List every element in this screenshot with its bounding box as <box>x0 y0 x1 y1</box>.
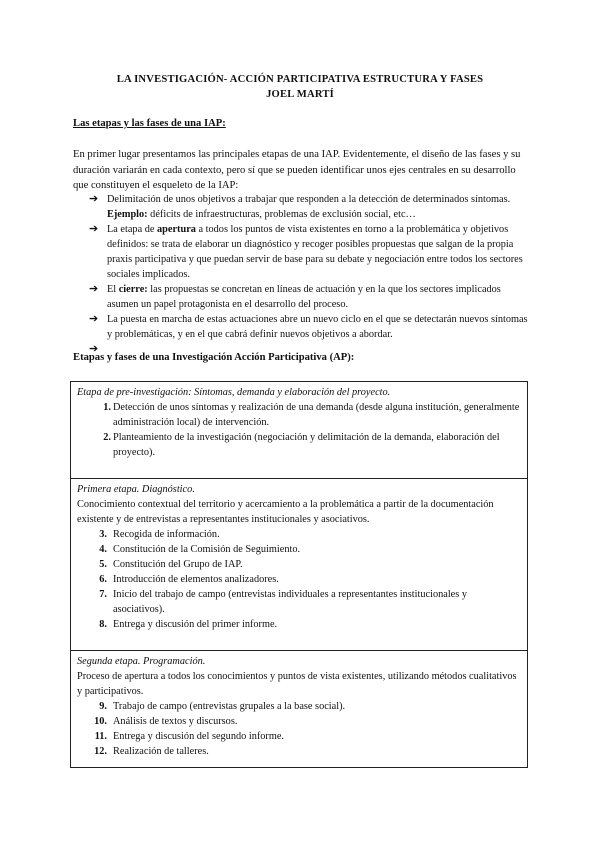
item-text: Análisis de textos y discursos. <box>113 716 238 727</box>
list-item <box>77 617 521 632</box>
item-number: 6. <box>99 574 107 585</box>
item-text: Planteamiento de la investigación (negociación y delimitación de la demanda, elaboración del proyecto). <box>113 432 500 458</box>
stage-title: Etapa de pre-investigación: Síntomas, demanda y elaboración del proyecto. <box>77 387 391 398</box>
document-author: JOEL MARTÍ <box>266 89 334 100</box>
stage-items <box>77 527 521 632</box>
item-number: 4. <box>99 544 107 555</box>
item-text: Recogida de información. <box>113 529 220 540</box>
list-item <box>77 699 521 714</box>
item-text: Inicio del trabajo de campo (entrevistas individuales a representantes institucionales y asociativos). <box>113 589 467 615</box>
bullet-text: La puesta en marcha de estas actuaciones abre un nuevo ciclo en el que se detectarán nuevos síntomas y problemáticas, y en el que cabrá definir nuevos objetivos a abordar. <box>107 314 528 340</box>
stage-title: Segunda etapa. Programación. <box>77 656 206 667</box>
intro-paragraph: En primer lugar presentamos las principales etapas de una IAP. Evidentemente, el diseño de las fases y su duración variarán en cada contexto, pero sí que se pueden identificar unos ejes centrales en su desarrollo que constituyen el esqueleto de la IAP: <box>73 149 521 191</box>
stage-box-programacion <box>70 650 528 768</box>
item-text: Entrega y discusión del primer informe. <box>113 619 278 630</box>
arrow-icon: ➔ <box>89 313 99 325</box>
item-text: Trabajo de campo (entrevistas grupales a la base social). <box>113 701 346 712</box>
stage-title: Primera etapa. Diagnóstico. <box>77 484 195 495</box>
list-item <box>77 542 521 557</box>
item-text: Realización de talleres. <box>113 746 209 757</box>
list-item <box>77 729 521 744</box>
list-item <box>77 714 521 729</box>
item-number: 1. <box>103 402 111 413</box>
bullet-bold: cierre: <box>118 284 148 295</box>
item-number: 12. <box>94 746 107 757</box>
item-number: 9. <box>99 701 107 712</box>
bullet-text: Delimitación de unos objetivos a trabajar que responden a la detección de determinados síntomas. <box>107 194 511 205</box>
bullet-bold: Ejemplo: <box>107 209 148 220</box>
arrow-icon: ➔ <box>89 283 99 295</box>
item-number: 2. <box>103 432 111 443</box>
bullet-item <box>89 312 529 342</box>
stage-description: Proceso de apertura a todos los conocimientos y puntos de vista existentes, utilizando métodos cualitativos y participativos. <box>77 671 517 697</box>
bullet-text: a todos los puntos de vista existentes en torno a la problemática y objetivos definidos: se trata de elaborar un diagnóstico y recoger posibles propuestas que salgan de la propia praxis participativa y que puedan servir de base para su debate y negociación entre todos los sectores sociales implicados. <box>107 224 523 280</box>
item-number: 3. <box>99 529 107 540</box>
bullet-text: las propuestas se concretan en líneas de actuación y en la que los sectores implicados asumen un papel protagonista en el desarrollo del proceso. <box>107 284 501 310</box>
stage-box-preinvestigacion <box>70 381 528 479</box>
list-item <box>77 587 521 617</box>
item-number: 7. <box>99 589 107 600</box>
list-item <box>77 557 521 572</box>
item-text: Constitución de la Comisión de Seguimiento. <box>113 544 301 555</box>
bullet-text: déficits de infraestructuras, problemas de exclusión social, etc… <box>147 209 416 220</box>
item-number: 8. <box>99 619 107 630</box>
list-item <box>77 430 521 460</box>
item-number: 11. <box>94 731 107 742</box>
item-text: Constitución del Grupo de IAP. <box>113 559 243 570</box>
arrow-icon: ➔ <box>89 223 99 235</box>
bullet-item <box>89 222 529 282</box>
bullet-item <box>89 192 529 222</box>
bullet-text: La etapa de <box>107 224 158 235</box>
document-title: LA INVESTIGACIÓN- ACCIÓN PARTICIPATIVA ESTRUCTURA Y FASES <box>116 74 484 85</box>
bullet-bold: apertura <box>157 224 196 235</box>
arrow-icon: ➔ <box>89 343 99 355</box>
list-item <box>77 744 521 759</box>
stage-items <box>77 699 521 759</box>
section-heading-iap: Etapas y fases de una Investigación Acción Participativa (AP): <box>73 352 355 363</box>
list-item <box>77 400 521 430</box>
arrow-icon: ➔ <box>89 193 99 205</box>
item-text: Detección de unos síntomas y realización de una demanda (desde alguna institución, generalmente administración local) de intervención. <box>113 402 520 428</box>
bullet-list <box>89 192 529 354</box>
stage-box-diagnostico <box>70 478 528 651</box>
stage-items <box>77 400 521 460</box>
list-item <box>77 527 521 542</box>
item-number: 5. <box>99 559 107 570</box>
stage-description: Conocimiento contextual del territorio y acercamiento a la problemática a partir de la documentación existente y de entrevistas a representantes institucionales y asociativos. <box>77 499 494 525</box>
bullet-text: El <box>107 284 119 295</box>
item-number: 10. <box>94 716 107 727</box>
item-text: Introducción de elementos analizadores. <box>113 574 279 585</box>
bullet-item <box>89 282 529 312</box>
item-text: Entrega y discusión del segundo informe. <box>113 731 285 742</box>
section-heading-etapas: Las etapas y las fases de una IAP: <box>73 118 226 129</box>
list-item <box>77 572 521 587</box>
